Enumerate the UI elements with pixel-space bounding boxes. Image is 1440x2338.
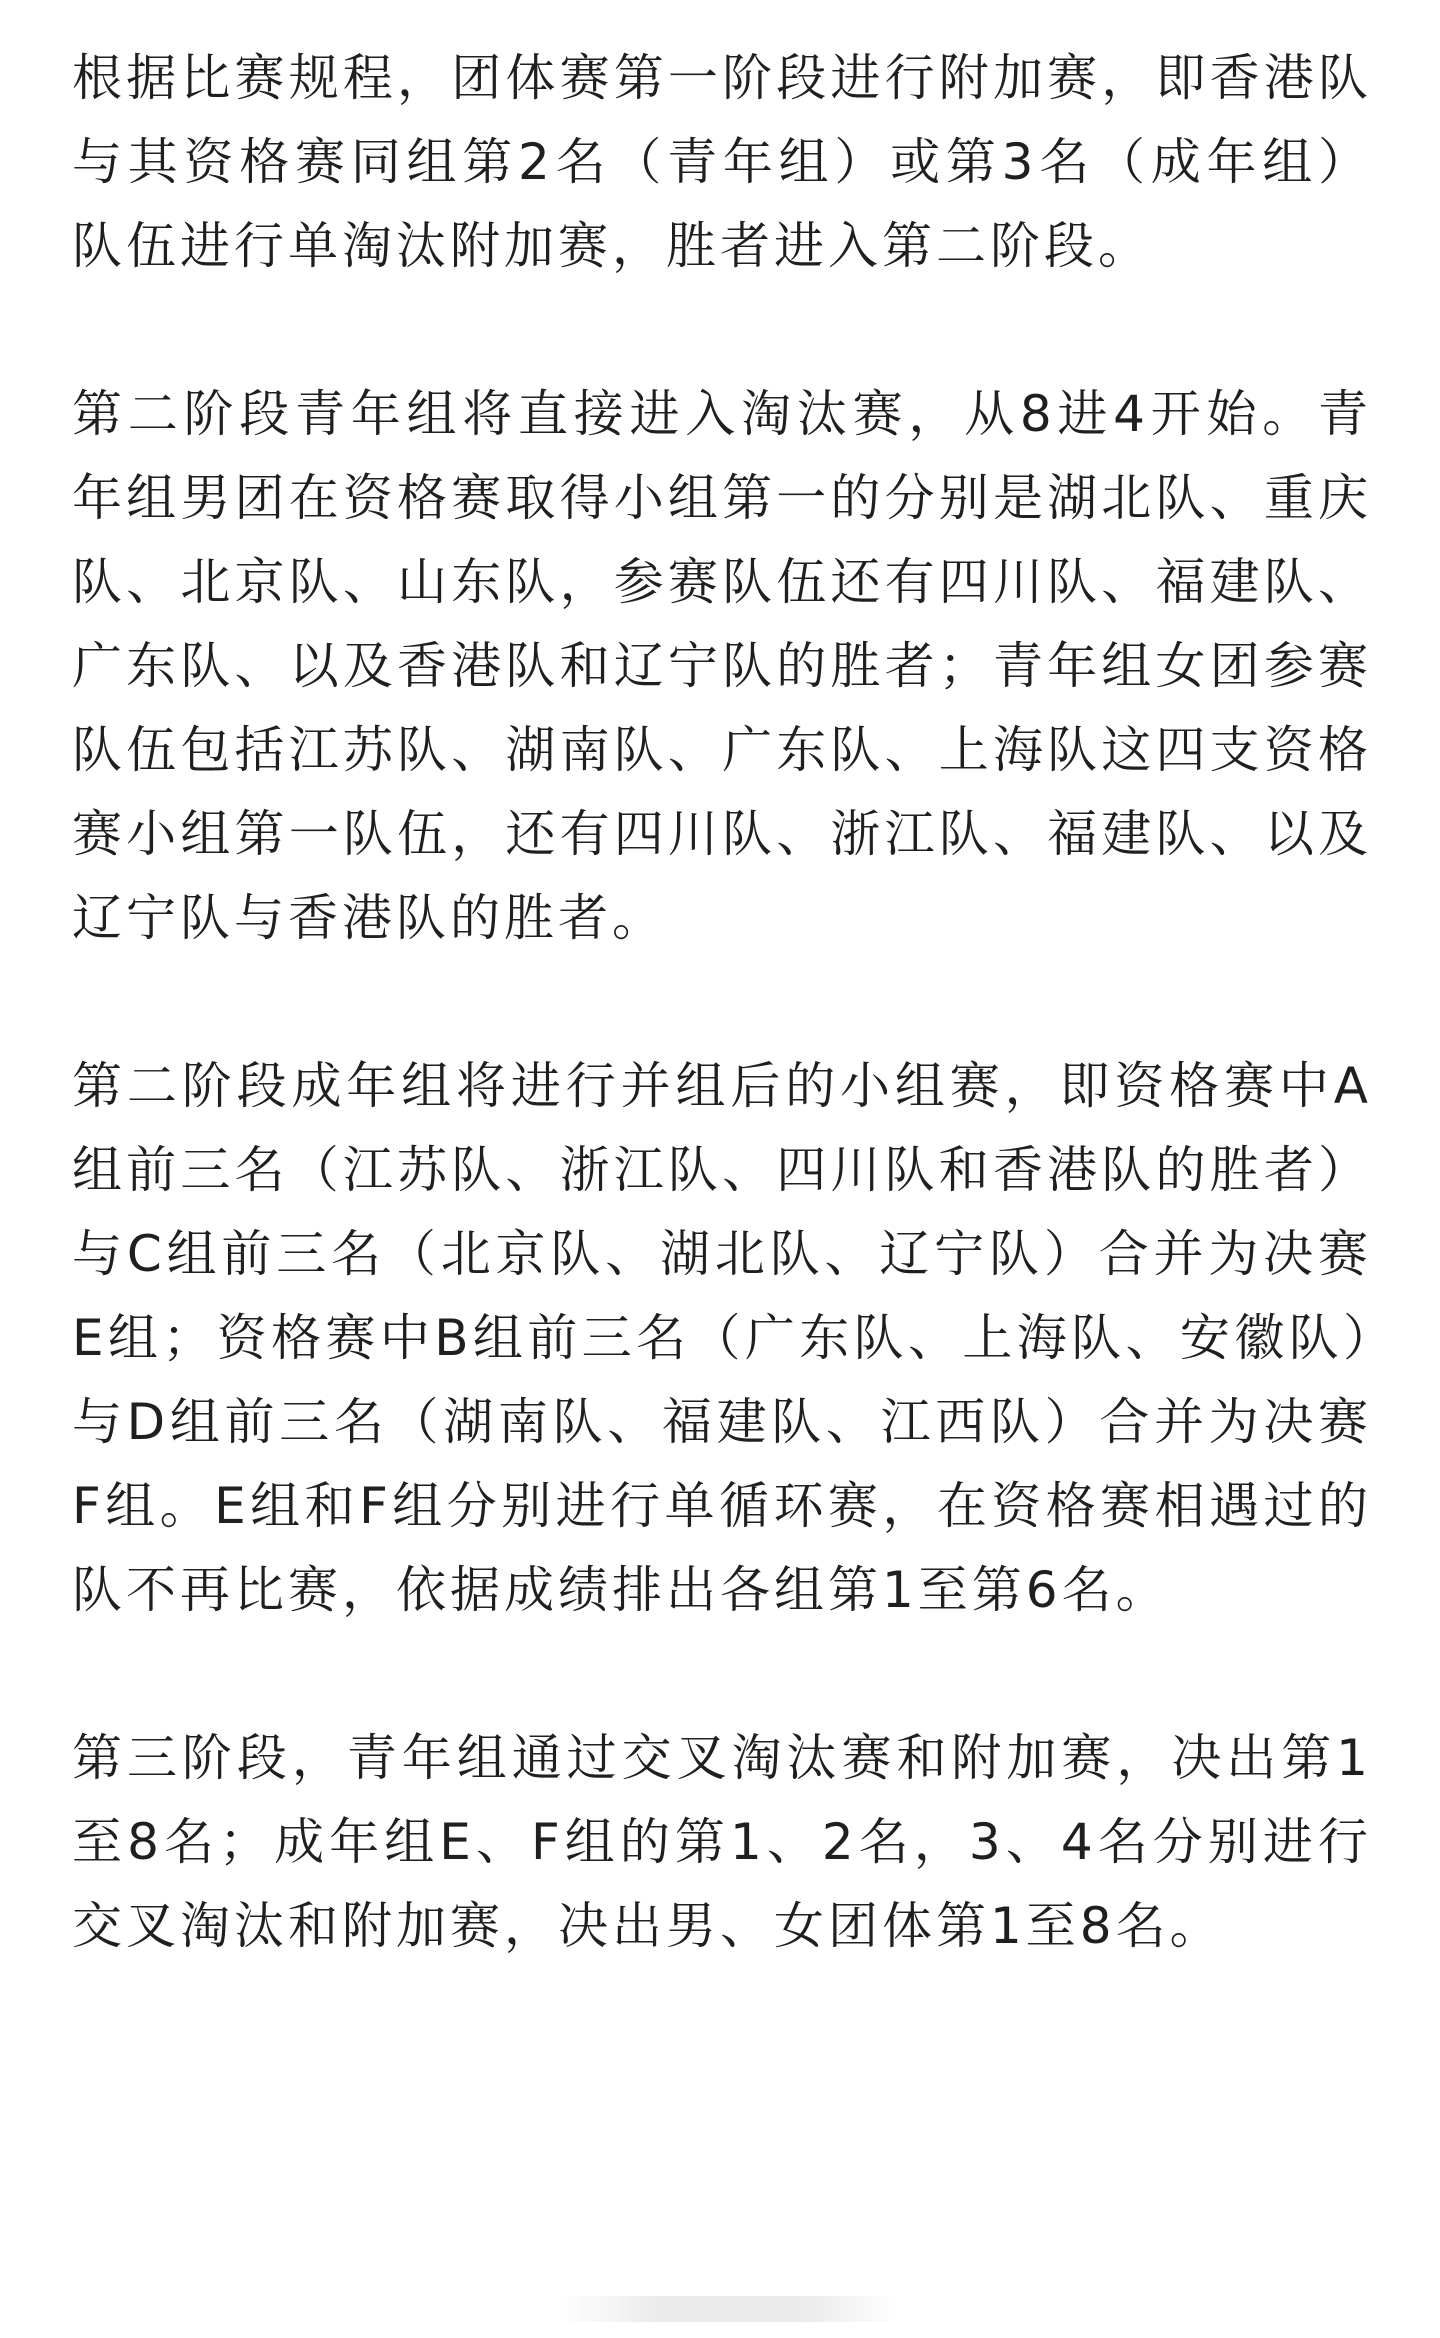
paragraph-stage-two-adult: 第二阶段成年组将进行并组后的小组赛，即资格赛中A组前三名（江苏队、浙江队、四川队和香港队的胜者）与C组前三名（北京队、湖北队、辽宁队）合并为决赛E组；资格赛中B组前三名（广东队、上海队、安徽队）与D组前三名（湖南队、福建队、江西队）合并为决赛F组。E组和F组分别进行单循环赛，在资格赛相遇过的队不再比赛，依据成绩排出各组第1至第6名。 (72, 1057, 1372, 1619)
paragraph-stage-two-youth: 第二阶段青年组将直接进入淘汰赛，从8进4开始。青年组男团在资格赛取得小组第一的分别是湖北队、重庆队、北京队、山东队，参赛队伍还有四川队、福建队、广东队、以及香港队和辽宁队的胜者；青年组女团参赛队伍包括江苏队、湖南队、广东队、上海队这四支资格赛小组第一队伍，还有四川队、浙江队、福建队、以及辽宁队与香港队的胜者。 (72, 385, 1372, 947)
paragraph-stage-three: 第三阶段，青年组通过交叉淘汰赛和附加赛，决出第1至8名；成年组E、F组的第1、2名，3、4名分别进行交叉淘汰和附加赛，决出男、女团体第1至8名。 (72, 1729, 1372, 1955)
faded-watermark (560, 2296, 900, 2322)
article-body (72, 36, 1372, 1968)
paragraph-stage-one: 根据比赛规程，团体赛第一阶段进行附加赛，即香港队与其资格赛同组第2名（青年组）或第3名（成年组）队伍进行单淘汰附加赛，胜者进入第二阶段。 (72, 49, 1372, 275)
